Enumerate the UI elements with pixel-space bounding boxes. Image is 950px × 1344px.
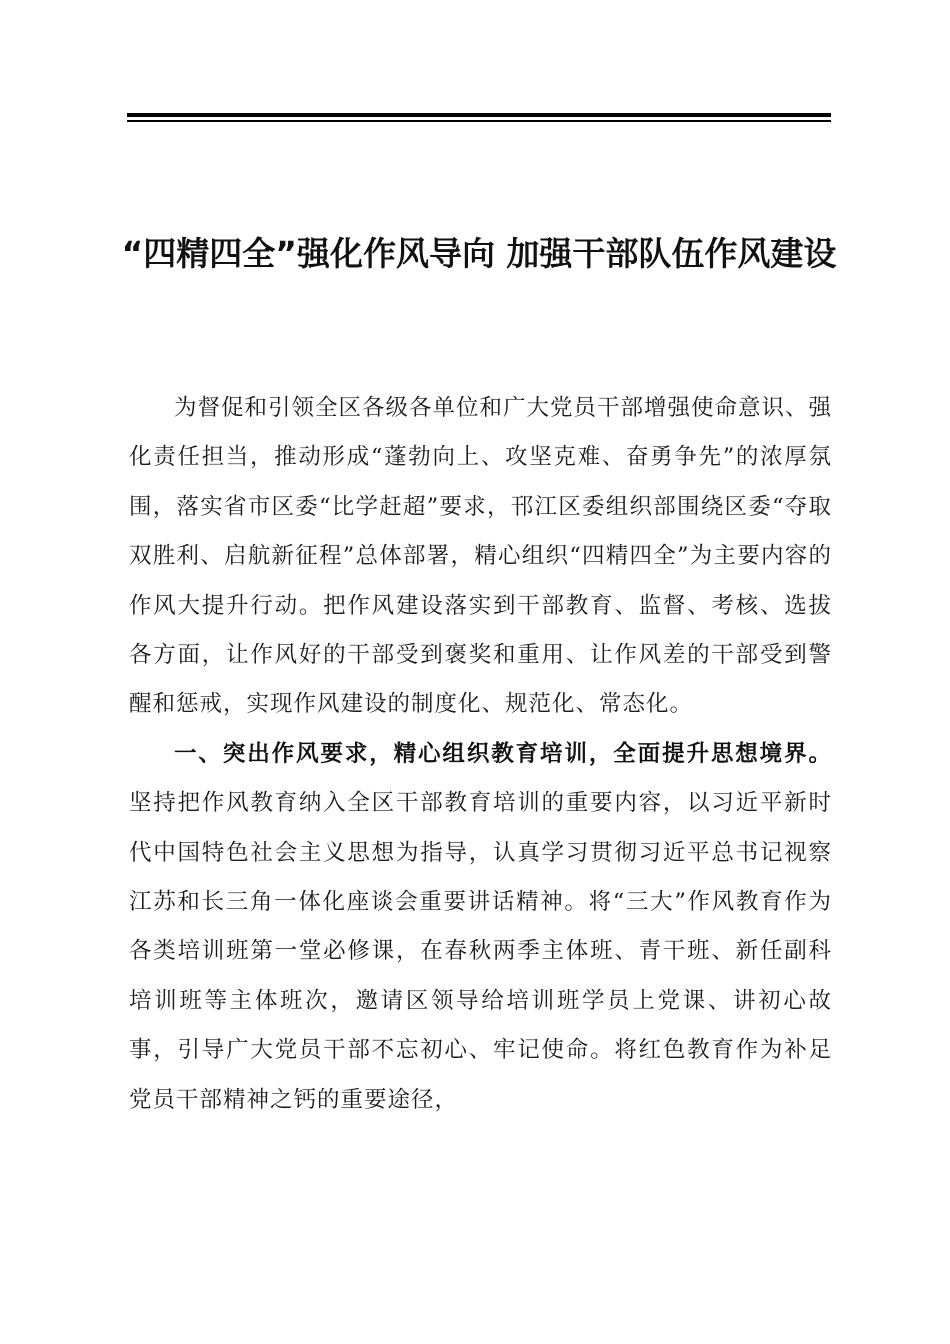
intro-paragraph-text: 为督促和引领全区各级各单位和广大党员干部增强使命意识、强化责任担当，推动形成“蓬勃向上、攻坚克难、奋勇争先”的浓厚氛围，落实省市区委“比学赶超”要求，邗江区委组织部围绕区委“夺取双胜利、启航新征程”总体部署，精心组织“四精四全”为主要内容的作风大提升行动。把作风建设落实到干部教育、监督、考核、选拔各方面，让作风好的干部受到褒奖和重用、让作风差的干部受到警醒和惩戒，实现作风建设的制度化、规范化、常态化。 <box>129 395 833 718</box>
document-title: “四精四全”强化作风导向 加强干部队伍作风建设 <box>121 234 837 273</box>
section-one-text: 坚持把作风教育纳入全区干部教育培训的重要内容，以习近平新时代中国特色社会主义思想为指导，认真学习贯彻习近平总书记视察江苏和长三角一体化座谈会重要讲话精神。将“三大”作风教育作为各类培训班第一堂必修课，在春秋两季主体班、青干班、新任副科培训班等主体班次，邀请区领导给培训班学员上党课、讲初心故事，引导广大党员干部不忘初心、牢记使命。将红色教育作为补足党员干部精神之钙的重要途径， <box>129 790 832 1113</box>
document-body <box>129 384 832 1125</box>
section-one-paragraph <box>129 730 832 1125</box>
header-double-rule-top <box>127 113 831 117</box>
intro-paragraph <box>129 384 832 730</box>
header-double-rule-bottom <box>127 120 831 122</box>
section-one-heading: 一、突出作风要求，精心组织教育培训，全面提升思想境界。 <box>174 740 832 767</box>
